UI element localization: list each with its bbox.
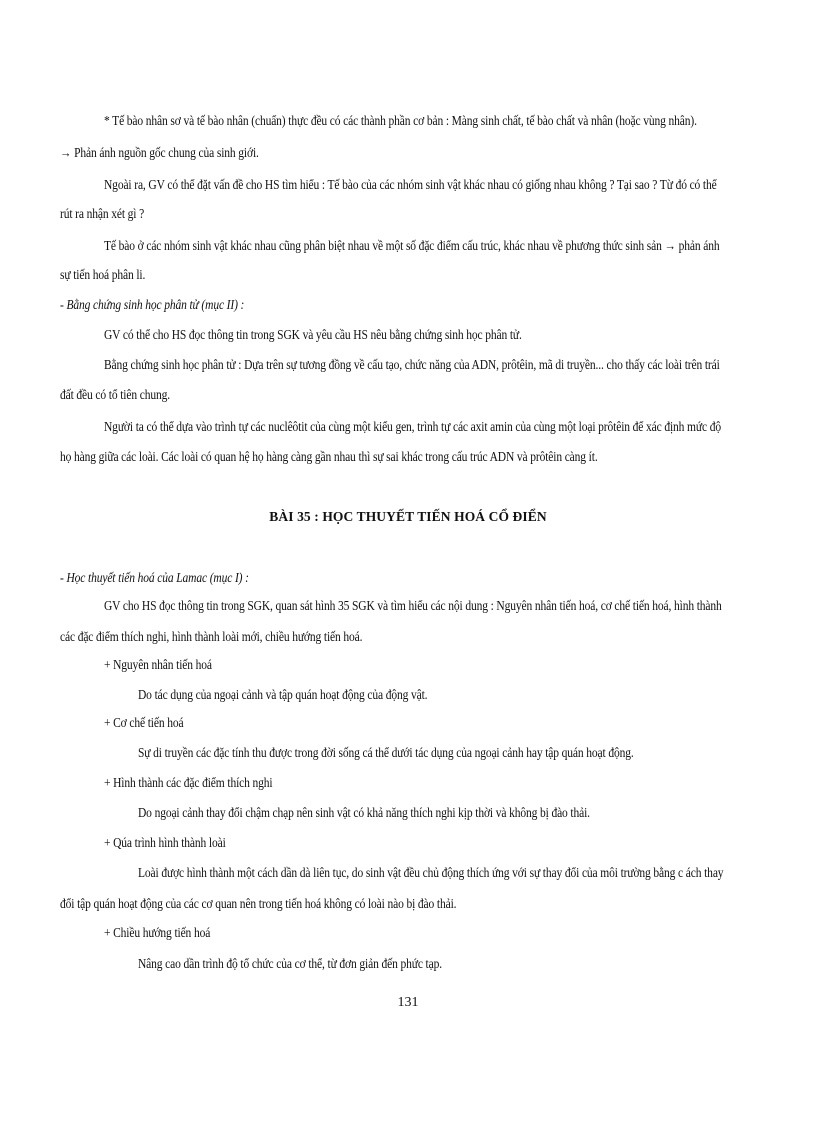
text-line: GV có thể cho HS đọc thông tin trong SGK và yêu cầu HS nêu bằng chứng sinh học phân tử. — [104, 327, 522, 342]
list-item-heading: + Cơ chế tiến hoá — [104, 715, 184, 730]
list-item-text: Loài được hình thành một cách dần dà liên tục, do sinh vật đều chủ động thích ứng với sự thay đổi của môi trường bằng c ách thay — [138, 865, 724, 880]
text-line: họ hàng giữa các loài. Các loài có quan hệ họ hàng càng gần nhau thì sự sai khác trong cấu trúc ADN và prôtêin càng ít. — [60, 449, 598, 464]
text-line: → Phản ánh nguồn gốc chung của sinh giới. — [60, 145, 259, 160]
text-line: Bằng chứng sinh học phân tử : Dựa trên sự tương đồng về cấu tạo, chức năng của ADN, prôtêin, mã di truyền... cho thấy các loài trên trái — [104, 357, 720, 372]
list-item-heading: + Hình thành các đặc điểm thích nghi — [104, 775, 273, 790]
list-item-text: Sự di truyền các đặc tính thu được trong đời sống cá thể dưới tác dụng của ngoại cảnh hay tập quán hoạt động. — [138, 745, 634, 760]
text-line: GV cho HS đọc thông tin trong SGK, quan sát hình 35 SGK và tìm hiểu các nội dung : Nguyên nhân tiến hoá, cơ chế tiến hoá, hình thành — [104, 598, 722, 613]
list-item-heading: + Chiều hướng tiến hoá — [104, 925, 211, 940]
text-line: rút ra nhận xét gì ? — [60, 206, 145, 221]
list-item-heading: + Nguyên nhân tiến hoá — [104, 657, 212, 672]
section-heading: - Học thuyết tiến hoá của Lamac (mục I) : — [60, 570, 249, 585]
list-item-text: Do tác dụng của ngoại cảnh và tập quán hoạt động của động vật. — [138, 687, 428, 702]
text-line: đất đều có tổ tiên chung. — [60, 387, 170, 402]
text-line: Người ta có thể dựa vào trình tự các nuclêôtit của cùng một kiểu gen, trình tự các axit amin của cùng một loại prôtêin để xác định mức độ — [104, 419, 721, 434]
text-line: Tế bào ở các nhóm sinh vật khác nhau cũng phân biệt nhau về một số đặc điểm cấu trúc, khác nhau về phương thức sinh sản → phản ánh — [104, 238, 720, 253]
text-line: Ngoài ra, GV có thể đặt vấn đề cho HS tìm hiểu : Tế bào của các nhóm sinh vật khác nhau có giống nhau không ? Tại sao ? Từ đó có thể — [104, 177, 717, 192]
text-line: sự tiến hoá phân li. — [60, 267, 146, 282]
text-line: * Tế bào nhân sơ và tế bào nhân (chuẩn) thực đều có các thành phần cơ bản : Màng sinh chất, tế bào chất và nhân (hoặc vùng nhân). — [104, 113, 697, 128]
section-heading: - Bằng chứng sinh học phân tử (mục II) : — [60, 297, 245, 312]
list-item-text: Nâng cao dần trình độ tổ chức của cơ thể, từ đơn giản đến phức tạp. — [138, 956, 442, 971]
list-item-text: đổi tập quán hoạt động của các cơ quan nên trong tiến hoá không có loài nào bị đào thải. — [60, 896, 457, 911]
list-item-heading: + Qúa trình hình thành loài — [104, 835, 226, 850]
page-number: 131 — [397, 995, 419, 1010]
lesson-title: BÀI 35 : HỌC THUYẾT TIẾN HOÁ CỔ ĐIỂN — [269, 509, 547, 524]
text-line: các đặc điểm thích nghi, hình thành loài mới, chiều hướng tiến hoá. — [60, 629, 363, 644]
list-item-text: Do ngoại cảnh thay đổi chậm chạp nên sinh vật có khả năng thích nghi kịp thời và không bị đào thải. — [138, 805, 590, 820]
